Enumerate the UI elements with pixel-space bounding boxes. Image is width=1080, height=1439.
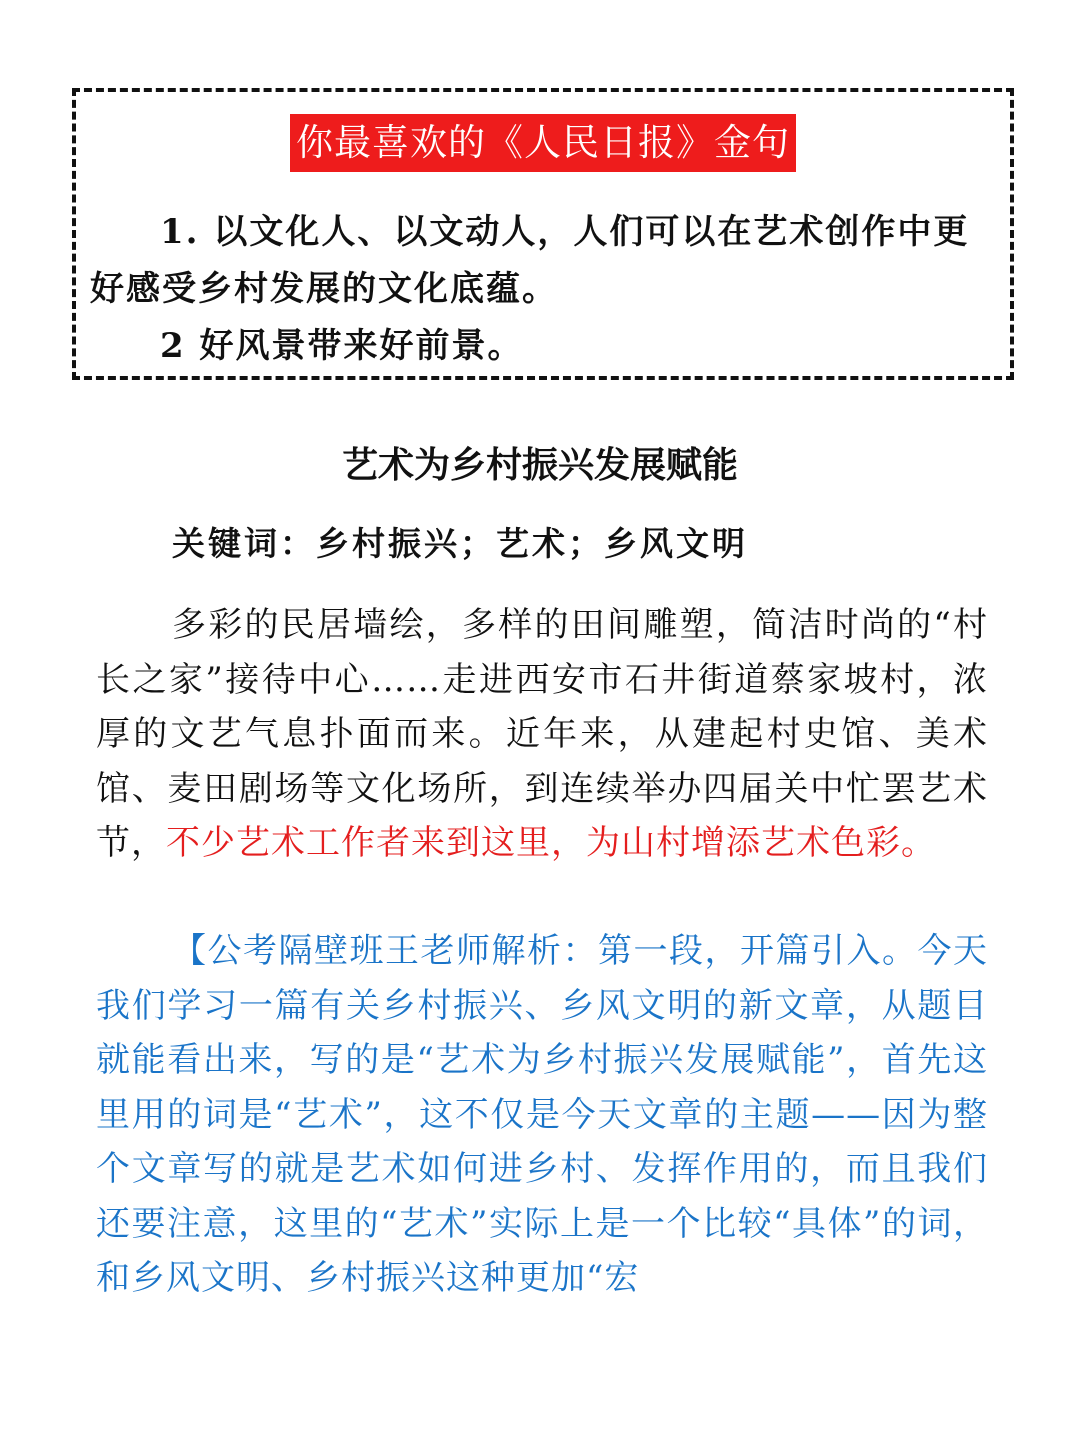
quote-box-title: 你最喜欢的《人民日报》金句: [290, 114, 796, 172]
quote-box-header: [76, 114, 1010, 172]
quote-box: [72, 88, 1014, 380]
quote-list: [90, 204, 1002, 375]
article-paragraph-1: [96, 598, 988, 871]
article-title: 艺术为乡村振兴发展赋能: [341, 445, 738, 486]
teacher-analysis: 【公考隔壁班王老师解析：第一段，开篇引入。今天我们学习一篇有关乡村振兴、乡风文明的新文章，从题目就能看出来，写的是“艺术为乡村振兴发展赋能”，首先这里用的词是“艺术”，这不仅是今天文章的主题——因为整个文章写的就是艺术如何进乡村、发挥作用的，而且我们还要注意，这里的“艺术”实际上是一个比较“具体”的词，和乡风文明、乡村振兴这种更加“宏: [96, 931, 988, 1298]
article-keywords: 关键词：乡村振兴；艺术；乡风文明: [172, 524, 748, 563]
quote-item-1: 1. 以文化人、以文动人，人们可以在艺术创作中更好感受乡村发展的文化底蕴。: [90, 212, 970, 309]
paragraph-1-highlight: 不少艺术工作者来到这里，为山村增添艺术色彩。: [166, 823, 936, 863]
paragraph-1-text: 多彩的民居墙绘，多样的田间雕塑，简洁时尚的“村长之家”接待中心……走进西安市石井街道蔡家坡村，浓厚的文艺气息扑面而来。近年来，从建起村史馆、美术馆、麦田剧场等文化场所，到连续举办四届关中忙罢艺术节，: [96, 605, 988, 863]
quote-item-2: 2 好风景带来好前景。: [160, 326, 524, 366]
